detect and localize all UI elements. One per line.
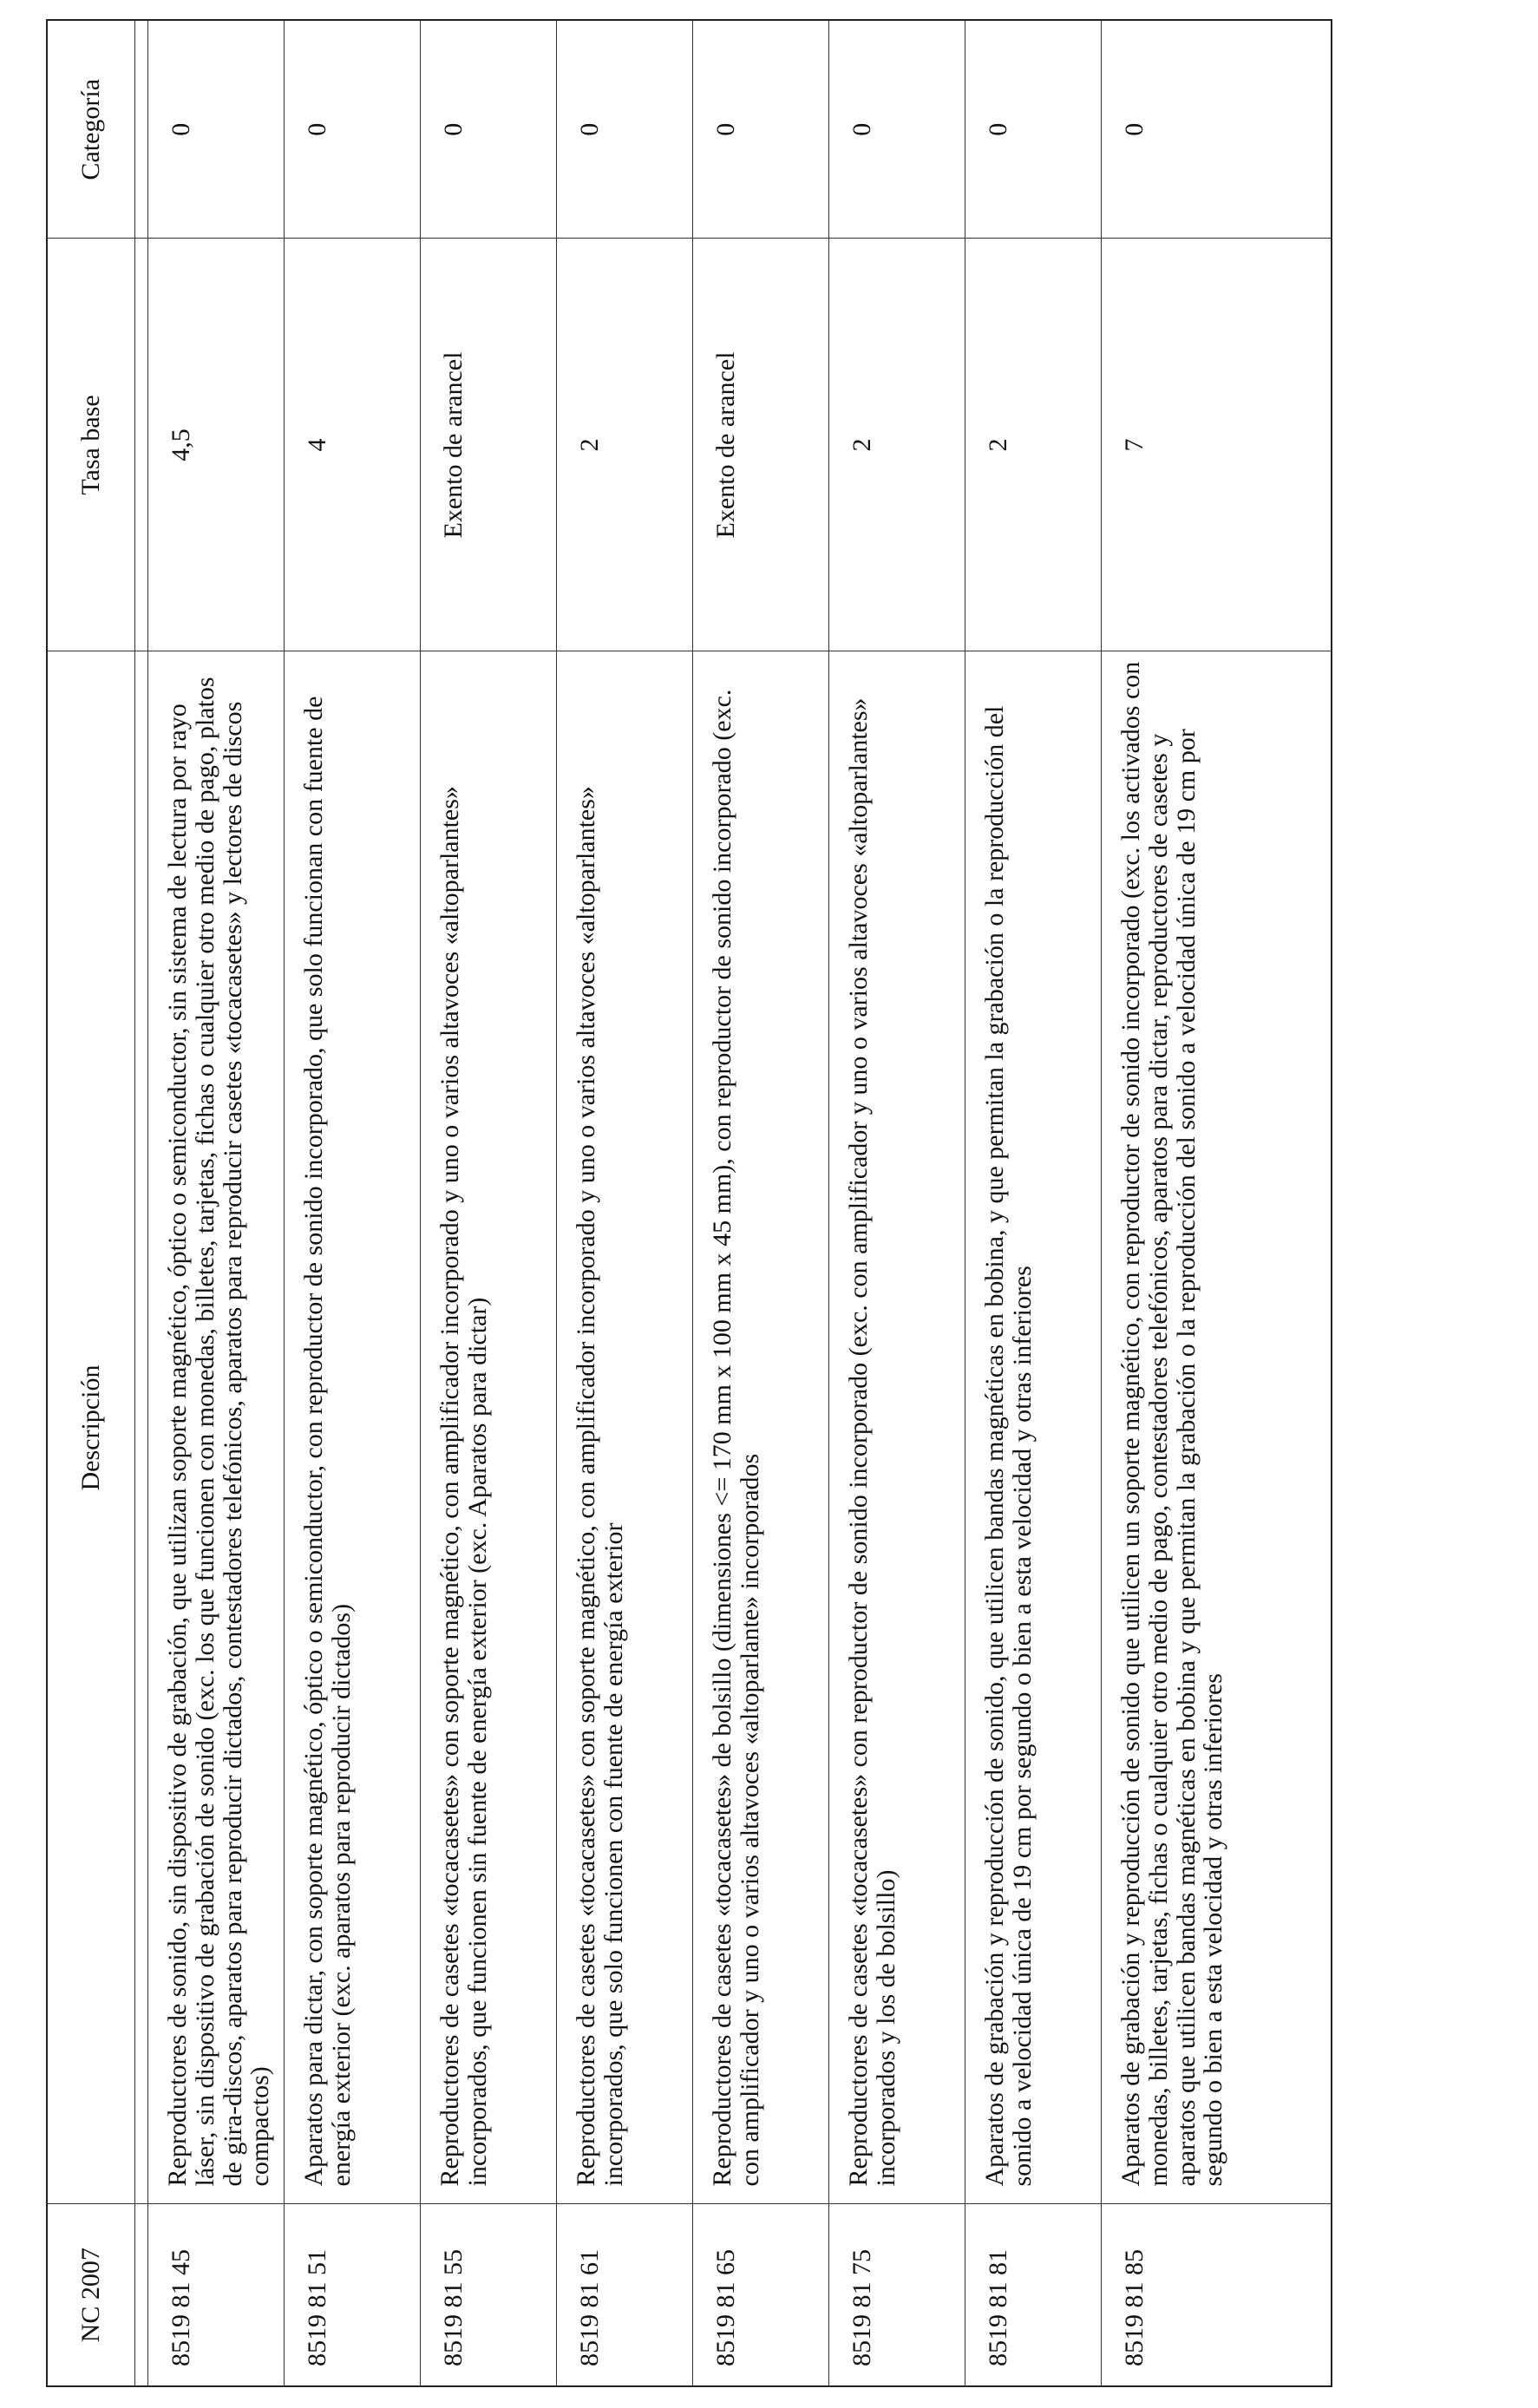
header-description: Descripción: [47, 651, 135, 2204]
description-cell: Aparatos para dictar, con soporte magnético, óptico o semiconductor, con reproductor de sonido incorporado, que solo funcionan con fuente de energía exterior (exc. aparatos para reproducir dictados): [285, 651, 421, 2204]
category-cell: 0: [965, 20, 1102, 239]
rate-cell: 4,5: [148, 239, 285, 651]
description-cell: Reproductores de casetes «tocacasetes» de bolsillo (dimensiones <= 170 mm x 100 mm x 45 mm), con reproductor de sonido incorporado (exc. con amplificador y uno o varios altavoces «altoparlante» incorporados: [693, 651, 829, 2204]
rate-cell: 7: [1102, 239, 1332, 651]
category-cell: 0: [285, 20, 421, 239]
spacer-cell: [135, 2204, 148, 2386]
description-cell: Reproductores de casetes «tocacasetes» con reproductor de sonido incorporado (exc. con amplificador y uno o varios altavoces «altoparlantes» incorporados y los de bolsillo): [829, 651, 965, 2204]
table-row: [965, 20, 1102, 2386]
code-cell: 8519 81 51: [285, 2204, 421, 2386]
rate-cell: 4: [285, 239, 421, 651]
category-cell: 0: [693, 20, 829, 239]
table-row: [285, 20, 421, 2386]
code-cell: 8519 81 61: [557, 2204, 693, 2386]
tariff-table: [46, 19, 1332, 2387]
table-row: [693, 20, 829, 2386]
rate-cell: Exento de arancel: [421, 239, 557, 651]
description-cell: Reproductores de sonido, sin dispositivo de grabación, que utilizan soporte magnético, óptico o semiconductor, sin sistema de lectura por rayo láser, sin dispositivo de grabación de sonido (exc. los que funcionen con monedas, billetes, tarjetas, fichas o cualquier otro medio de pago, platos de gira-discos, aparatos para reproducir dictados, contestadores telefónicos, aparatos para reproducir casetes «tocacasetes» y lectores de discos compactos): [148, 651, 285, 2204]
rate-cell: 2: [829, 239, 965, 651]
header-rate: Tasa base: [47, 239, 135, 651]
category-cell: 0: [148, 20, 285, 239]
category-cell: 0: [1102, 20, 1332, 239]
table-header-row: [47, 20, 135, 2386]
spacer-cell: [135, 20, 148, 239]
category-cell: 0: [829, 20, 965, 239]
table-row: [148, 20, 285, 2386]
description-cell: Reproductores de casetes «tocacasetes» con soporte magnético, con amplificador incorporado y uno o varios altavoces «altoparlantes» incorporados, que solo funcionen con fuente de energía exterior: [557, 651, 693, 2204]
description-cell: Aparatos de grabación y reproducción de sonido que utilicen un soporte magnético, con reproductor de sonido incorporado (exc. los activados con monedas, billetes, tarjetas, fichas o cualquier otro medio de pago, contestadores telefónicos, aparatos para dictar, reproductores de casetes y aparatos que utilicen bandas magnéticas en bobina y que permitan la grabación o la reproducción del sonido a velocidad única de 19 cm por segundo o bien a esta velocidad y otras inferiores: [1102, 651, 1332, 2204]
rate-cell: 2: [965, 239, 1102, 651]
table-row: [829, 20, 965, 2386]
header-code: NC 2007: [47, 2204, 135, 2386]
description-cell: Reproductores de casetes «tocacasetes» con soporte magnético, con amplificador incorporado y uno o varios altavoces «altoparlantes» incorporados, que funcionen sin fuente de energía exterior (exc. Aparatos para dictar): [421, 651, 557, 2204]
table-spacer-row: [135, 20, 148, 2386]
description-cell: Aparatos de grabación y reproducción de sonido, que utilicen bandas magnéticas en bobina, y que permitan la grabación o la reproducción del sonido a velocidad única de 19 cm por segundo o bien a esta velocidad y otras inferiores: [965, 651, 1102, 2204]
code-cell: 8519 81 75: [829, 2204, 965, 2386]
category-cell: 0: [557, 20, 693, 239]
table-row: [1102, 20, 1332, 2386]
rate-cell: Exento de arancel: [693, 239, 829, 651]
spacer-cell: [135, 239, 148, 651]
table-row: [421, 20, 557, 2386]
code-cell: 8519 81 45: [148, 2204, 285, 2386]
spacer-cell: [135, 651, 148, 2204]
code-cell: 8519 81 85: [1102, 2204, 1332, 2386]
rate-cell: 2: [557, 239, 693, 651]
code-cell: 8519 81 81: [965, 2204, 1102, 2386]
code-cell: 8519 81 55: [421, 2204, 557, 2386]
table-row: [557, 20, 693, 2386]
tariff-table-container: [46, 21, 1228, 2387]
code-cell: 8519 81 65: [693, 2204, 829, 2386]
header-category: Categoría: [47, 20, 135, 239]
category-cell: 0: [421, 20, 557, 239]
